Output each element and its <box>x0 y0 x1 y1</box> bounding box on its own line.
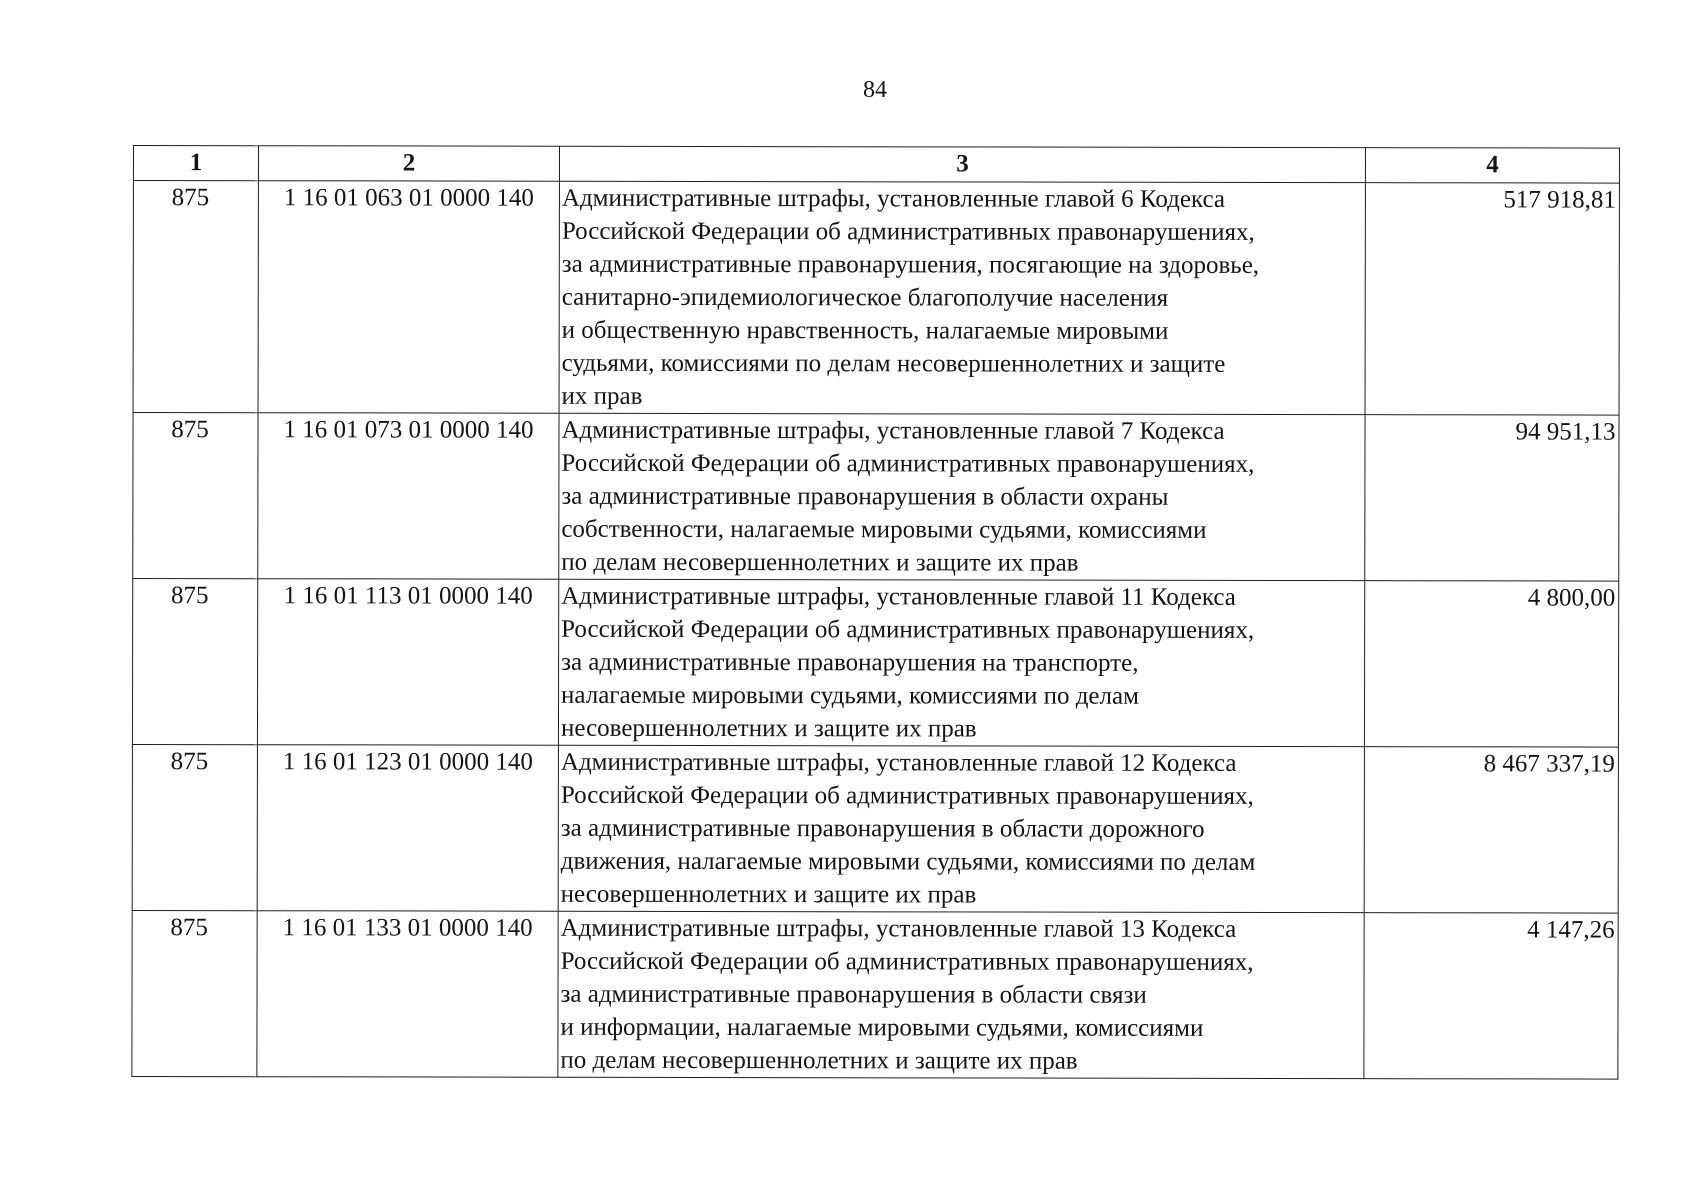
budget-code-cell: 1 16 01 113 01 0000 140 <box>257 579 558 746</box>
admin-code-cell: 875 <box>132 744 257 910</box>
column-header-3: 3 <box>559 146 1365 182</box>
revenue-table <box>131 145 1620 1080</box>
header-row <box>133 146 1619 184</box>
admin-code-cell: 875 <box>133 181 258 413</box>
table-row <box>133 181 1619 416</box>
budget-code-cell: 1 16 01 133 01 0000 140 <box>257 911 558 1078</box>
admin-code-cell: 875 <box>133 413 258 579</box>
column-header-2: 2 <box>258 146 559 182</box>
budget-code-cell: 1 16 01 063 01 0000 140 <box>258 181 559 414</box>
description-cell: Административные штрафы, установленные главой 6 Кодекса Российской Федерации об административных правонарушениях, за административные правонарушения, посягающие на здоровье, санитарно-эпидемиологическое благополучие населения и общественную нравственность, налагаемые мировыми судьями, комиссиями по делам несовершеннолетних и защите их прав <box>559 181 1365 414</box>
description-cell: Административные штрафы, установленные главой 7 Кодекса Российской Федерации об административных правонарушениях, за административные правонарушения в области охраны собственности, налагаемые мировыми судьями, комиссиями по делам несовершеннолетних и защите их прав <box>559 413 1365 580</box>
description-cell: Административные штрафы, установленные главой 13 Кодекса Российской Федерации об административных правонарушениях, за административные правонарушения в области связи и информации, налагаемые мировыми судьями, комиссиями по делам несовершеннолетних и защите их прав <box>558 911 1364 1078</box>
column-header-1: 1 <box>133 146 258 181</box>
amount-cell: 4 147,26 <box>1364 913 1618 1079</box>
amount-cell: 4 800,00 <box>1364 581 1618 747</box>
table-row <box>132 579 1618 748</box>
page-number: 84 <box>863 77 887 103</box>
table-row <box>132 744 1618 913</box>
amount-cell: 94 951,13 <box>1365 415 1619 581</box>
admin-code-cell: 875 <box>132 579 257 745</box>
admin-code-cell: 875 <box>132 910 257 1076</box>
amount-cell: 517 918,81 <box>1365 183 1619 415</box>
budget-code-cell: 1 16 01 123 01 0000 140 <box>257 745 558 912</box>
table-row <box>132 910 1618 1079</box>
amount-cell: 8 467 337,19 <box>1364 747 1618 913</box>
description-cell: Административные штрафы, установленные главой 12 Кодекса Российской Федерации об административных правонарушениях, за административные правонарушения в области дорожного движения, налагаемые мировыми судьями, комиссиями по делам несовершеннолетних и защите их прав <box>558 745 1364 912</box>
budget-code-cell: 1 16 01 073 01 0000 140 <box>258 413 559 580</box>
description-cell: Административные штрафы, установленные главой 11 Кодекса Российской Федерации об административных правонарушениях, за административные правонарушения на транспорте, налагаемые мировыми судьями, комиссиями по делам несовершеннолетних и защите их прав <box>558 579 1364 746</box>
column-header-4: 4 <box>1365 148 1619 183</box>
table-row <box>133 413 1619 582</box>
